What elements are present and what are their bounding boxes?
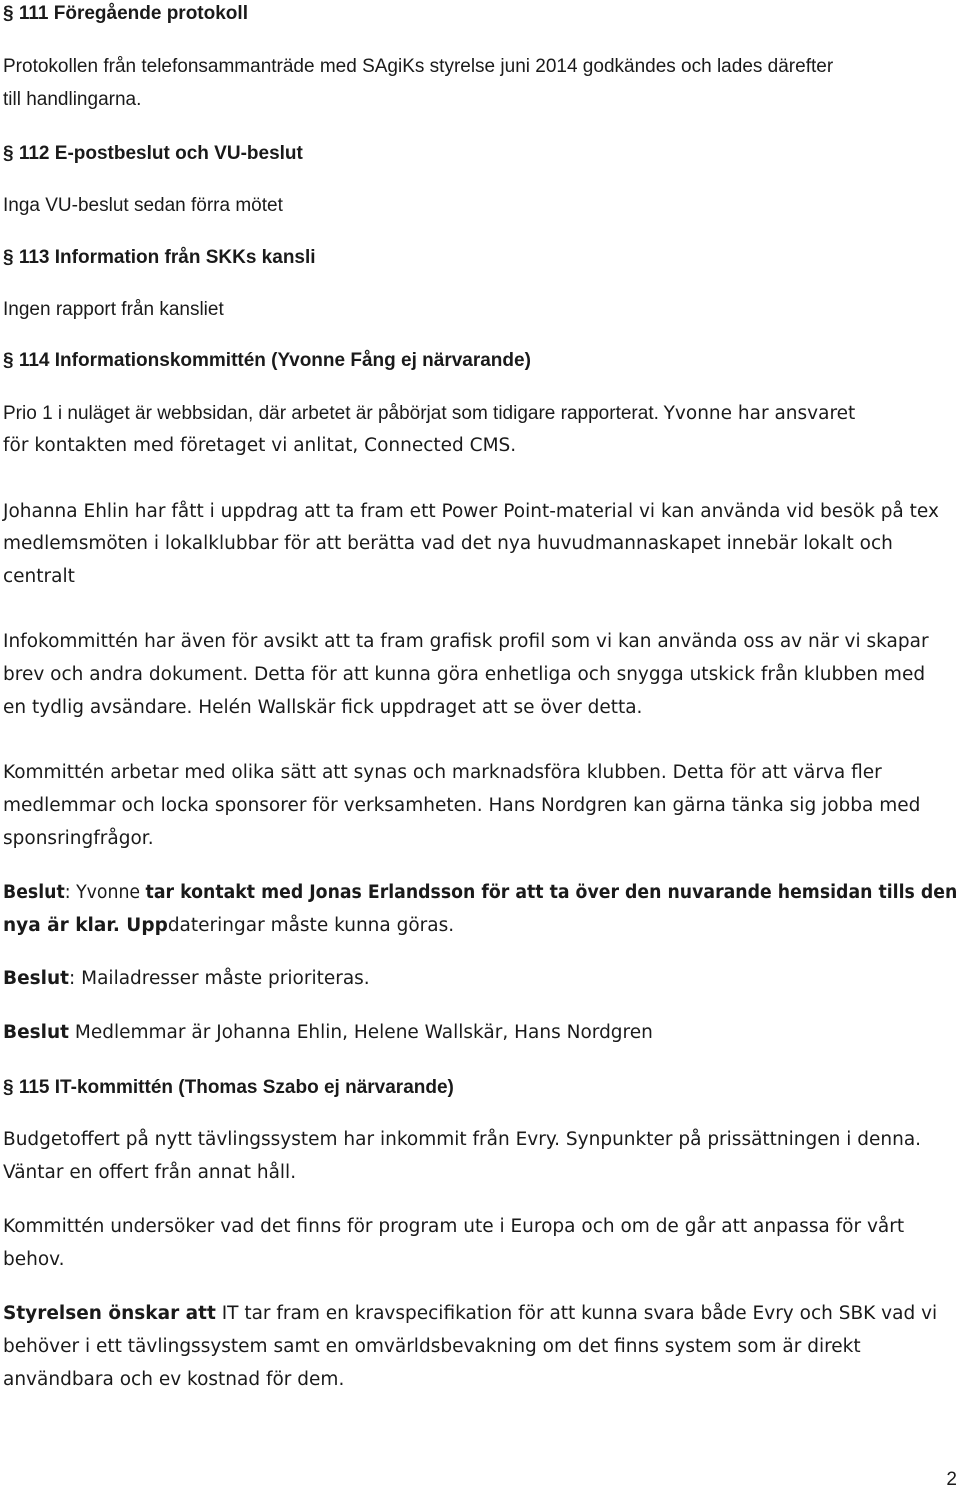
section-112-heading: § 112 E-postbeslut och VU-beslut: [3, 143, 303, 164]
section-115-p3-line-2: behöver i ett tävlingssystem samt en omvärldsbevakning om det finns system som är direkt: [3, 1336, 861, 1357]
page-number: 2: [946, 1469, 957, 1490]
section-115-p3-line-1: [3, 1305, 937, 1324]
section-114-p1-dejavu-part: Yvonne har ansvaret: [663, 403, 856, 424]
section-114-p1-line-1: [3, 404, 855, 424]
section-114-p3-line-1: Infokommittén har även för avsikt att ta fram grafisk profil som vi kan använda oss av när vi skapar: [3, 631, 929, 652]
beslut-3-label: Beslut: [3, 1022, 70, 1043]
beslut-2-rest: : Mailadresser måste prioriteras.: [69, 968, 370, 989]
section-114-p1-line-2: för kontakten med företaget vi anlitat, Connected CMS.: [3, 435, 517, 456]
section-115-p3-line-3: användbara och ev kostnad för dem.: [3, 1369, 345, 1390]
beslut-1-rest: dateringar måste kunna göras.: [167, 915, 455, 936]
section-111-line-2: till handlingarna.: [3, 89, 142, 110]
beslut-1-line-1: [3, 884, 957, 903]
section-115-p3-rest: IT tar fram en kravspecifikation för att kunna svara både Evry och SBK vad vi: [215, 1303, 938, 1324]
section-115-p2-line-2: behov.: [3, 1249, 65, 1270]
section-115-heading: § 115 IT-kommittén (Thomas Szabo ej närvarande): [3, 1077, 454, 1098]
section-114-p2-line-1: Johanna Ehlin har fått i uppdrag att ta fram ett Power Point-material vi kan använda vid besök på tex: [3, 501, 939, 522]
beslut-2-line: [3, 970, 370, 989]
beslut-3-line: [3, 1024, 653, 1043]
section-113-heading: § 113 Information från SKKs kansli: [3, 247, 316, 268]
section-111-heading: § 111 Föregående protokoll: [3, 3, 248, 24]
section-114-p4-line-3: sponsringfrågor.: [3, 828, 154, 849]
section-115-p1-line-2: Väntar en offert från annat håll.: [3, 1162, 297, 1183]
section-115-p3-bold: Styrelsen önskar att: [3, 1303, 216, 1324]
section-112-line-1: Inga VU-beslut sedan förra mötet: [3, 195, 283, 216]
section-115-p1-line-1: Budgetoffert på nytt tävlingssystem har inkommit från Evry. Synpunkter på prissättningen i denna.: [3, 1129, 922, 1150]
section-114-p2-line-3: centralt: [3, 566, 75, 587]
beslut-1-line-2: [3, 917, 454, 936]
section-114-p3-line-3: en tydlig avsändare. Helén Wallskär fick uppdraget att se över detta.: [3, 697, 643, 718]
beslut-1-label: Beslut: [3, 882, 65, 903]
section-114-p4-line-2: medlemmar och locka sponsorer för verksamheten. Hans Nordgren kan gärna tänka sig jobba med: [3, 795, 921, 816]
section-114-p3-line-2: brev och andra dokument. Detta för att kunna göra enhetliga och snygga utskick från klubben med: [3, 664, 926, 685]
section-115-p2-line-1: Kommittén undersöker vad det finns för program ute i Europa och om de går att anpassa för vårt: [3, 1216, 905, 1237]
beslut-1-name: Yvonne: [70, 882, 146, 903]
section-111-line-1: Protokollen från telefonsammanträde med SAgiKs styrelse juni 2014 godkändes och lades därefter: [3, 56, 834, 77]
section-114-heading: § 114 Informationskommittén (Yvonne Fång ej närvarande): [3, 350, 531, 371]
section-113-line-1: Ingen rapport från kansliet: [3, 299, 224, 320]
beslut-2-label: Beslut: [3, 968, 70, 989]
beslut-1-bold-upp: Upp: [119, 915, 168, 936]
section-114-p2-line-2: medlemsmöten i lokalklubbar för att berätta vad det nya huvudmannaskapet innebär lokalt och: [3, 533, 893, 554]
beslut-1-bold-text: tar kontakt med Jonas Erlandsson för att ta över den nuvarande hemsidan tills den: [145, 882, 958, 903]
section-114-p4-line-1: Kommittén arbetar med olika sätt att synas och marknadsföra klubben. Detta för att värva fler: [3, 762, 882, 783]
beslut-1-colon: :: [64, 882, 71, 903]
beslut-1-bold-end: nya är klar.: [3, 915, 120, 936]
beslut-3-rest: Medlemmar är Johanna Ehlin, Helene Wallskär, Hans Nordgren: [69, 1022, 653, 1043]
section-114-p1-sans-part: Prio 1 i nuläget är webbsidan, där arbetet är påbörjat som tidigare rapporterat.: [3, 403, 659, 424]
